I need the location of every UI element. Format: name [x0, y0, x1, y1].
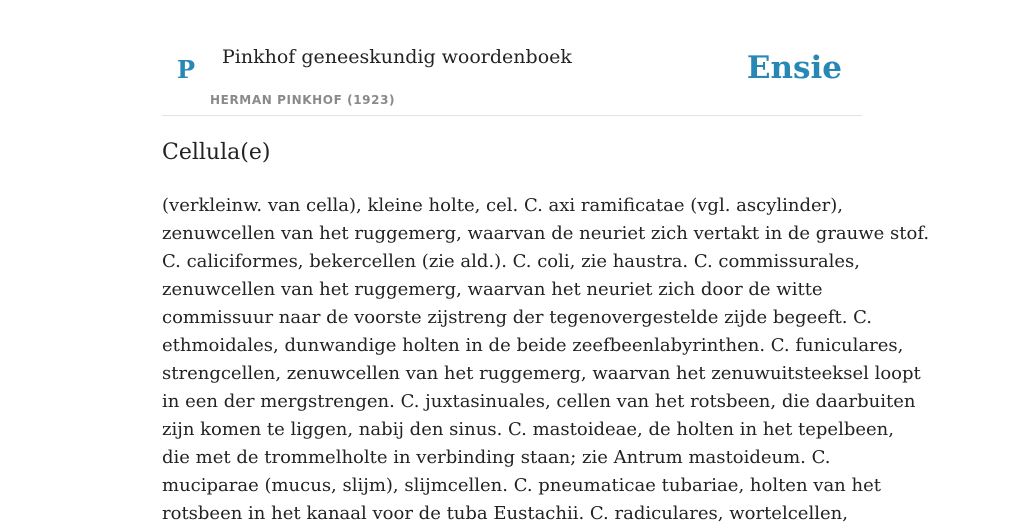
entry-body: [162, 192, 930, 528]
dictionary-title[interactable]: Pinkhof geneeskundig woordenboek: [222, 46, 572, 68]
entry-title: Cellula(e): [162, 140, 271, 165]
entry-line: C. caliciformes, bekercellen (zie ald.). C. coli, zie haustra. C. commissurales,: [162, 251, 861, 272]
ensie-logo[interactable]: Ensie: [746, 50, 842, 86]
entry-line: zenuwcellen van het ruggemerg, waarvan de neuriet zich vertakt in de grauwe stof.: [162, 223, 930, 244]
pinkhof-logo[interactable]: P: [177, 55, 196, 84]
entry-line: commissuur naar de voorste zijstreng der tegenovergestelde zijde begeeft. C.: [162, 307, 873, 328]
entry-line: strengcellen, zenuwcellen van het ruggemerg, waarvan het zenuwuitsteeksel loopt: [162, 363, 921, 384]
entry-line: zijn komen te liggen, nabij den sinus. C. mastoideae, de holten in het tepelbeen,: [162, 419, 894, 440]
dictionary-header: [162, 30, 862, 116]
entry-line: ethmoidales, dunwandige holten in de beide zeefbeenlabyrinthen. C. funiculares,: [162, 335, 904, 356]
dictionary-author: HERMAN PINKHOF (1923): [210, 93, 396, 107]
entry-line: muciparae (mucus, slijm), slijmcellen. C. pneumaticae tubariae, holten van het: [162, 475, 881, 496]
entry-line: zenuwcellen van het ruggemerg, waarvan het neuriet zich door de witte: [162, 279, 823, 300]
entry-line: die met de trommelholte in verbinding staan; zie Antrum mastoideum. C.: [162, 447, 831, 468]
entry-line: rotsbeen in het kanaal voor de tuba Eustachii. C. radiculares, wortelcellen,: [162, 503, 848, 524]
entry-line: (verkleinw. van cella), kleine holte, cel. C. axi ramificatae (vgl. ascylinder),: [162, 195, 843, 216]
entry-line: in een der mergstrengen. C. juxtasinuales, cellen van het rotsbeen, die daarbuiten: [162, 391, 916, 412]
